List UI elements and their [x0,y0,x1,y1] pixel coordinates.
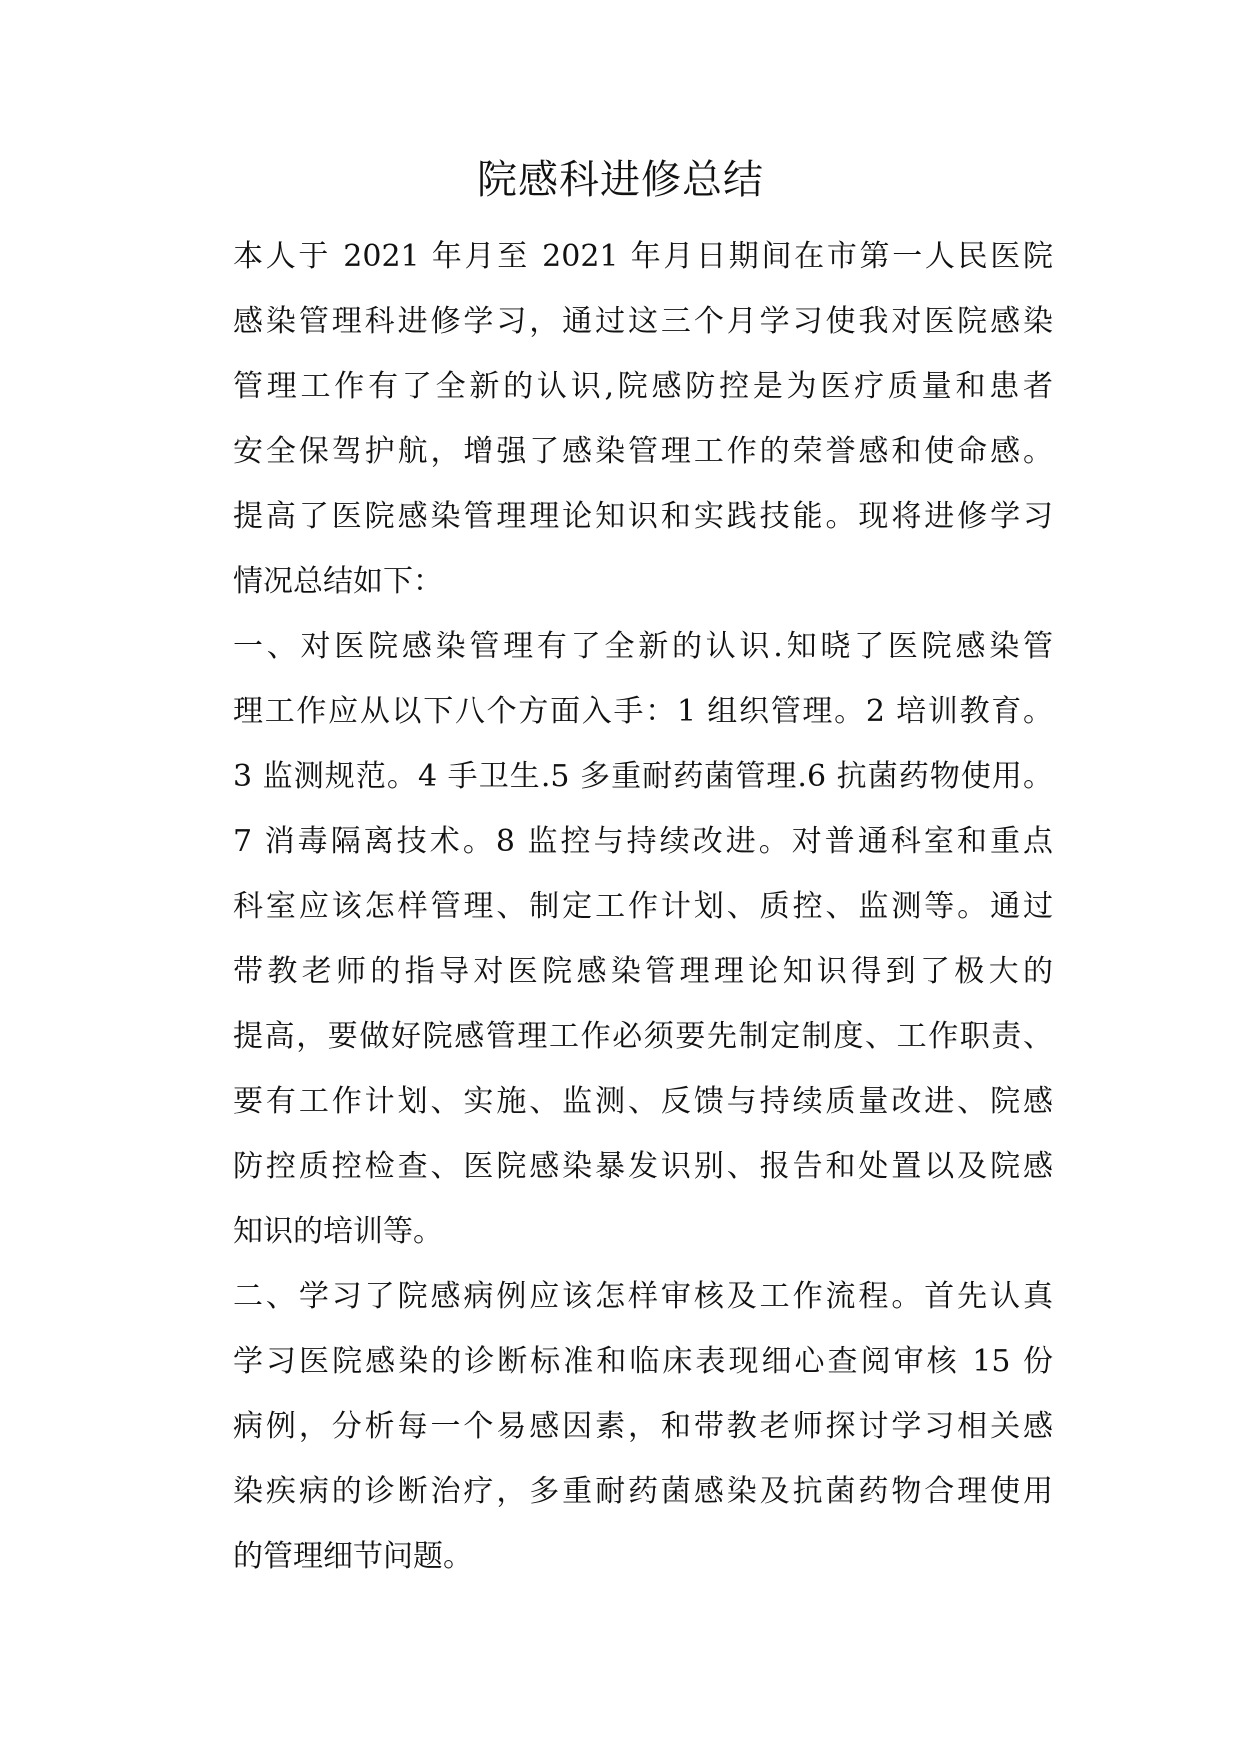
body-line: 一、对医院感染管理有了全新的认识.知晓了医院感染管 [233,629,1053,664]
body-line: 带教老师的指导对医院感染管理理论知识得到了极大的 [233,954,1053,989]
body-line: 科室应该怎样管理、制定工作计划、质控、监测等。通过 [233,889,1053,924]
body-line: 安全保驾护航，增强了感染管理工作的荣誉感和使命感。 [233,434,1053,469]
body-line: 7 消毒隔离技术。8 监控与持续改进。对普通科室和重点 [233,824,1053,859]
body-line: 本人于 2021 年月至 2021 年月日期间在市第一人民医院 [233,239,1053,274]
body-line: 理工作应从以下八个方面入手：1 组织管理。2 培训教育。 [233,694,1053,729]
body-line: 防控质控检查、医院感染暴发识别、报告和处置以及院感 [233,1149,1053,1184]
document-body [233,224,1053,1589]
body-line: 的管理细节问题。 [233,1539,473,1574]
body-line: 要有工作计划、实施、监测、反馈与持续质量改进、院感 [233,1084,1053,1119]
body-line: 感染管理科进修学习，通过这三个月学习使我对医院感染 [233,304,1053,339]
body-line: 学习医院感染的诊断标准和临床表现细心查阅审核 15 份 [233,1344,1053,1379]
body-line: 二、学习了院感病例应该怎样审核及工作流程。首先认真 [233,1279,1053,1314]
body-line: 提高了医院感染管理理论知识和实践技能。现将进修学习 [233,499,1053,534]
body-line: 提高，要做好院感管理工作必须要先制定制度、工作职责、 [233,1019,1053,1054]
body-line: 情况总结如下： [233,564,443,599]
body-line: 知识的培训等。 [233,1214,443,1249]
body-line: 染疾病的诊断治疗，多重耐药菌感染及抗菌药物合理使用 [233,1474,1053,1509]
document-title: 院感科进修总结 [477,157,764,203]
body-line: 病例，分析每一个易感因素，和带教老师探讨学习相关感 [233,1409,1053,1444]
body-line: 3 监测规范。4 手卫生.5 多重耐药菌管理.6 抗菌药物使用。 [233,759,1053,794]
body-line: 管理工作有了全新的认识,院感防控是为医疗质量和患者 [233,369,1053,404]
